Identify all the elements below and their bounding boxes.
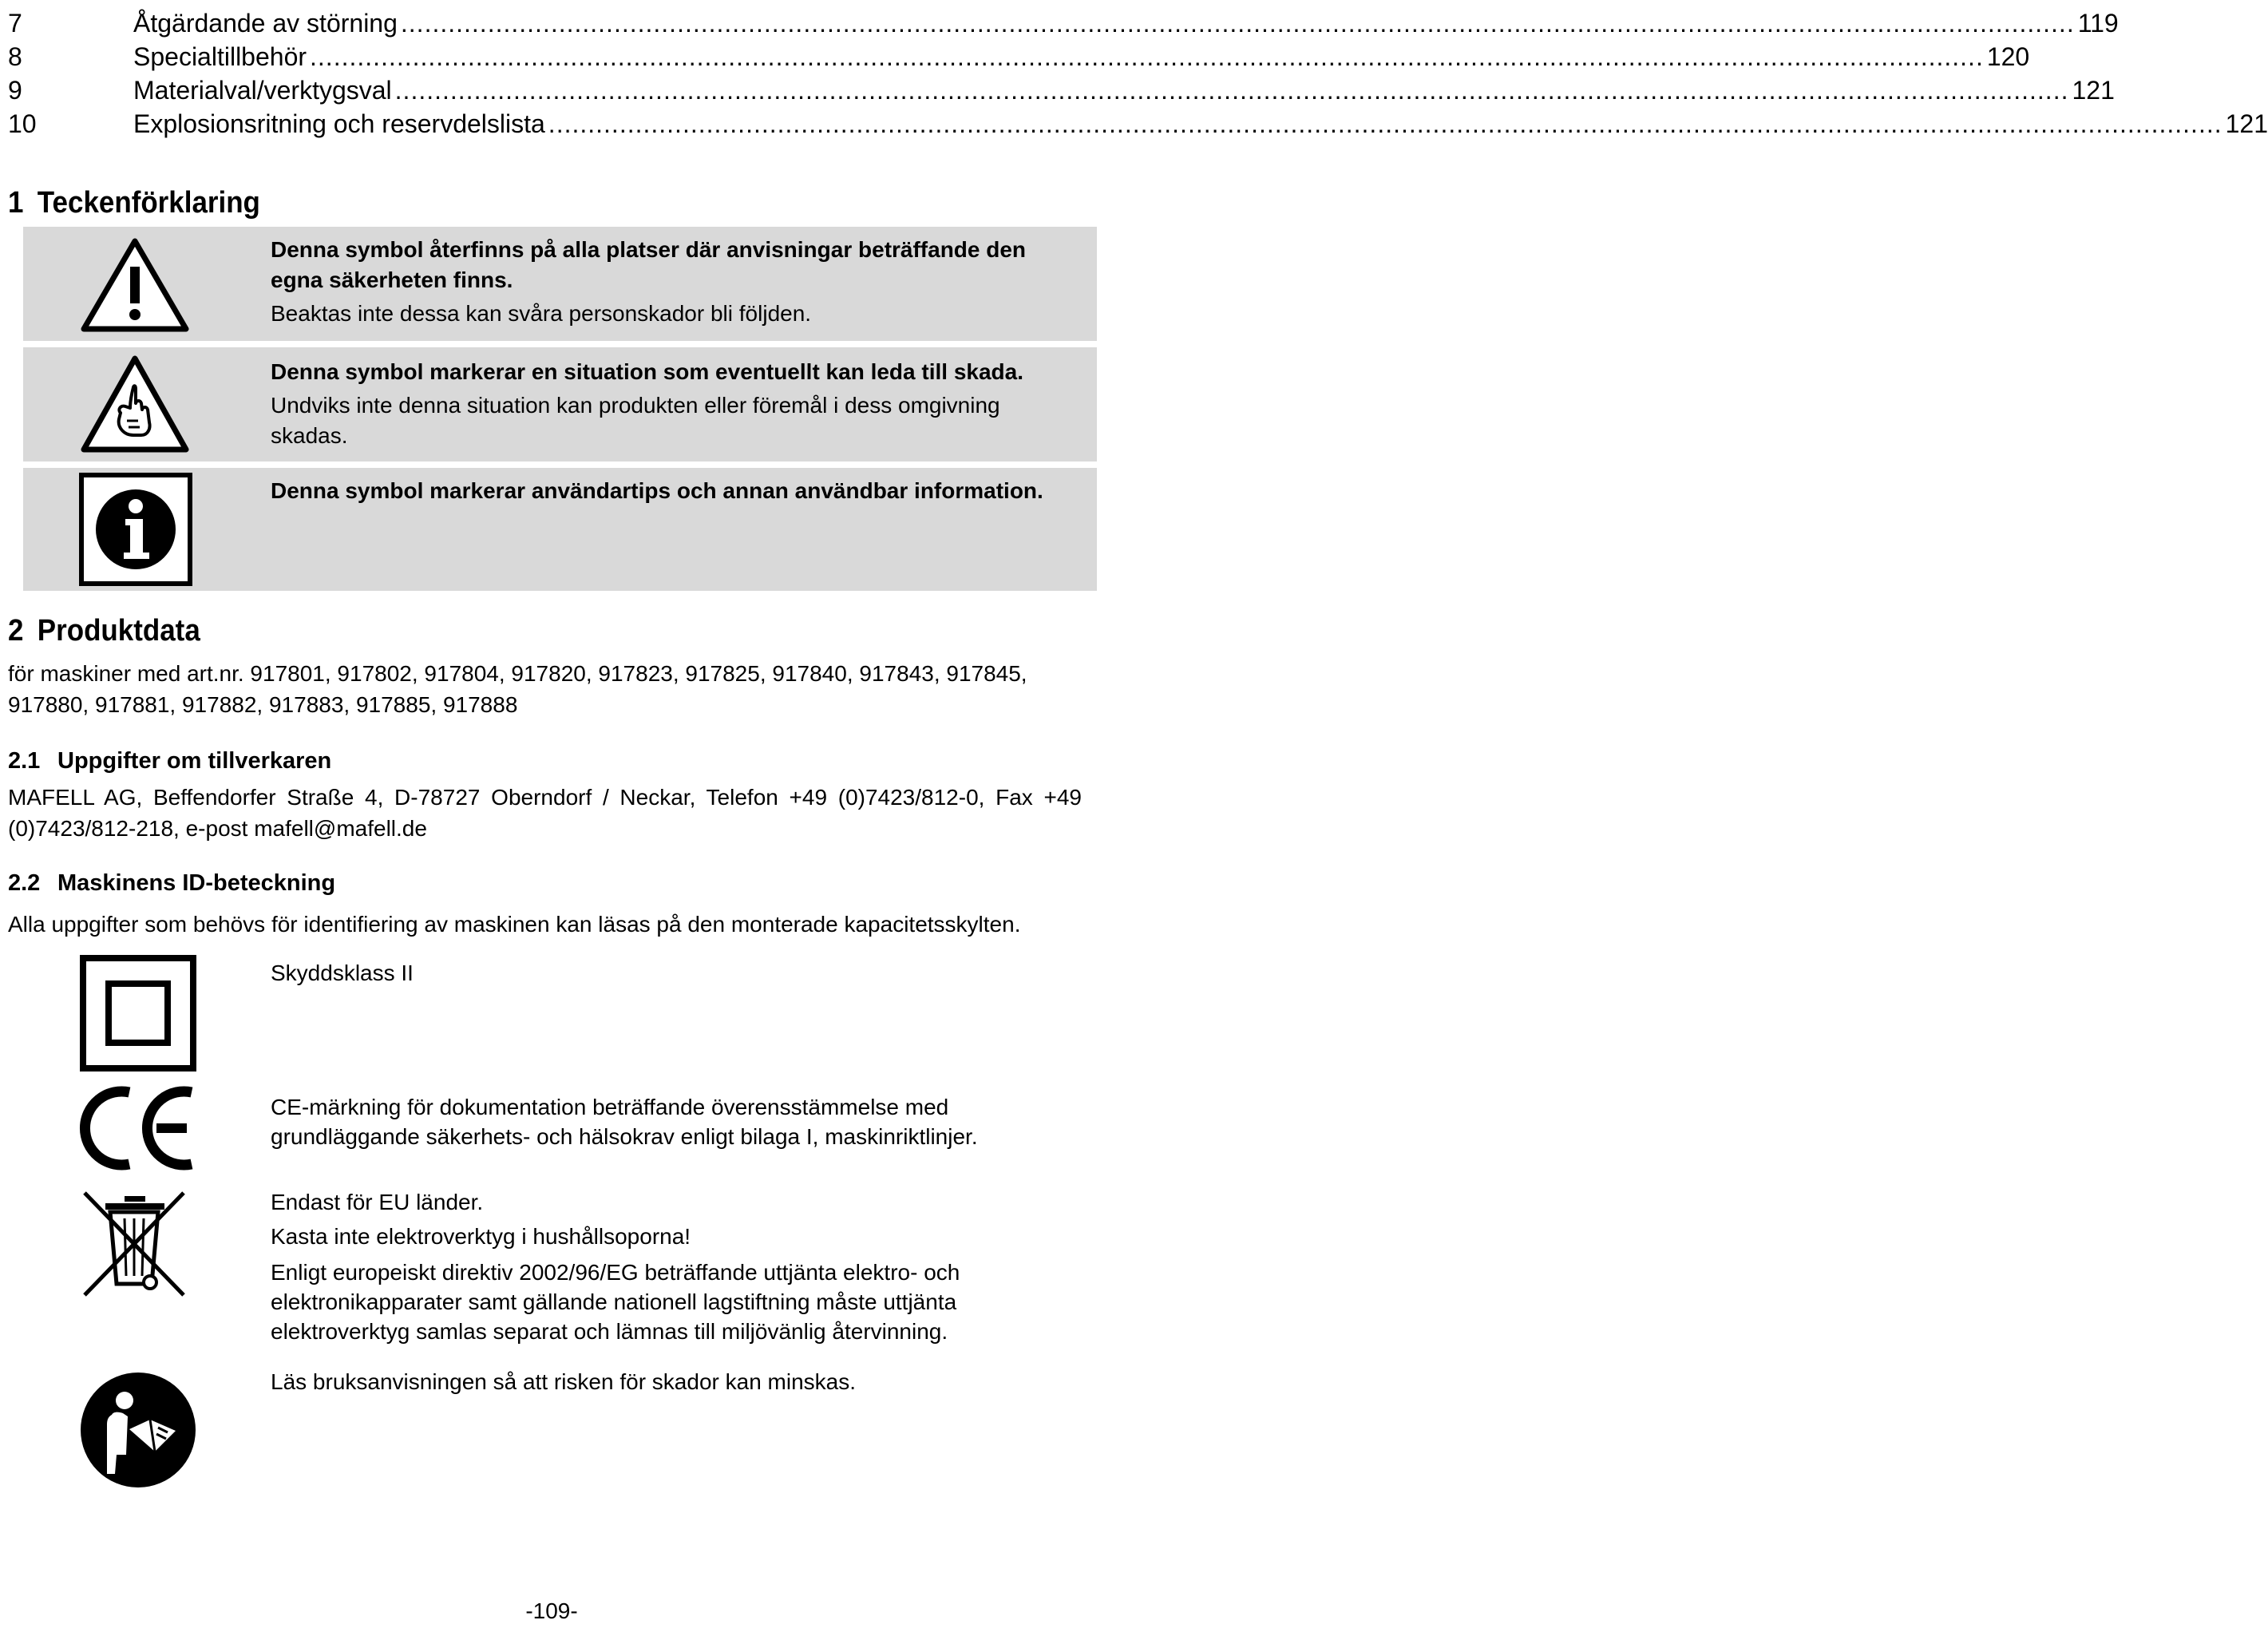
id-description	[271, 958, 1085, 988]
identification-text: Alla uppgifter som behövs för identifiering av maskinen kan läsas på den monterade kapacitetsskylten.	[8, 912, 1021, 937]
id-description	[271, 1187, 1085, 1346]
toc-leader: ....................................................................................................................................................................................................................	[400, 9, 2075, 38]
toc-number: 9	[8, 76, 22, 105]
toc-title: Åtgärdande av störning	[133, 9, 398, 38]
article-numbers-text: för maskiner med art.nr. 917801, 917802, 917804, 917820, 917823, 917825, 917840, 917843, 917845, 917880, 917881, 917882, 917883, 917885, 917888	[8, 661, 1027, 717]
symbol-note: Beaktas inte dessa kan svåra personskador bli följden.	[271, 301, 812, 326]
toc-number: 7	[8, 9, 22, 38]
protection-class-ii-icon	[80, 955, 196, 1071]
toc-title: Specialtillbehör	[133, 42, 307, 71]
toc-page: 120	[1986, 42, 2030, 71]
section-number: 1	[8, 186, 24, 220]
section-title: Uppgifter om tillverkaren	[57, 748, 332, 774]
symbol-title: Denna symbol markerar en situation som eventuellt kan leda till skada.	[271, 359, 1023, 384]
toc-title: Explosionsritning och reservdelslista	[133, 109, 545, 138]
section-title: Produktdata	[37, 614, 200, 648]
page-number: -109-	[525, 1598, 578, 1623]
symbol-description	[271, 476, 1081, 506]
symbol-title: Denna symbol återfinns på alla platser där anvisningar beträffande den egna säkerheten finns.	[271, 237, 1027, 292]
toc-number: 10	[8, 109, 37, 138]
id-line: CE-märkning för dokumentation beträffande överensstämmelse med grundläggande säkerhets- och hälsokrav enligt bilaga I, maskinriktlinjer.	[271, 1095, 978, 1149]
toc-entry[interactable]	[8, 107, 2268, 141]
toc-page: 119	[2077, 9, 2119, 38]
id-line: Endast för EU länder.	[271, 1190, 484, 1214]
symbol-row-safety	[23, 227, 1097, 341]
toc-number: 8	[8, 42, 22, 71]
toc-leader: ....................................................................................................................................................................................................................	[394, 76, 2069, 105]
section-1-heading	[8, 186, 260, 220]
section-2-2-heading	[8, 870, 335, 897]
toc-entry[interactable]	[8, 6, 2119, 40]
id-description	[271, 1367, 1085, 1396]
toc-page: 121	[2072, 76, 2115, 105]
manufacturer-text: MAFELL AG, Beffendorfer Straße 4, D-78727 Oberndorf / Neckar, Telefon +49 (0)7423/812-0, Fax +49 (0)7423/812-218, e-post mafell@mafell.de	[8, 785, 1082, 841]
ce-mark-icon	[80, 1084, 200, 1172]
symbol-description	[271, 357, 1081, 451]
section-title: Teckenförklaring	[37, 186, 260, 220]
id-description	[271, 1092, 1085, 1151]
section-2-heading	[8, 614, 200, 648]
section-title: Maskinens ID-beteckning	[57, 870, 336, 896]
toc-entry[interactable]	[8, 40, 2030, 73]
table-of-contents	[8, 6, 2268, 141]
symbol-note: Undviks inte denna situation kan produkten eller föremål i dess omgivning skadas.	[271, 393, 1000, 448]
id-line: Läs bruksanvisningen så att risken för skador kan minskas.	[271, 1369, 857, 1394]
warning-triangle-icon	[79, 235, 191, 334]
toc-leader: ....................................................................................................................................................................................................................	[548, 109, 2222, 138]
toc-leader: ....................................................................................................................................................................................................................	[310, 42, 1984, 71]
section-number: 2	[8, 614, 24, 648]
id-line: Kasta inte elektroverktyg i hushållsoporna!	[271, 1224, 691, 1249]
toc-entry[interactable]	[8, 73, 2115, 107]
symbol-title: Denna symbol markerar användartips och annan användbar information.	[271, 478, 1043, 503]
crossed-out-bin-icon	[80, 1188, 188, 1300]
info-icon	[79, 473, 192, 586]
symbol-row-damage	[23, 347, 1097, 461]
toc-page: 121	[2225, 109, 2268, 138]
toc-title: Materialval/verktygsval	[133, 76, 392, 105]
id-line: Skyddsklass II	[271, 961, 414, 985]
symbol-description	[271, 235, 1081, 329]
section-number: 2.2	[8, 870, 41, 896]
section-number: 2.1	[8, 748, 41, 774]
read-manual-icon	[80, 1372, 196, 1488]
symbol-row-info	[23, 468, 1097, 591]
section-2-1-heading	[8, 748, 331, 774]
id-line: Enligt europeiskt direktiv 2002/96/EG beträffande uttjänta elektro- och elektronikapparater samt gällande nationell lagstiftning måste uttjänta elektroverktyg samlas separat och lämnas till miljövänlig återvinning.	[271, 1260, 960, 1344]
hand-warning-triangle-icon	[79, 352, 191, 456]
